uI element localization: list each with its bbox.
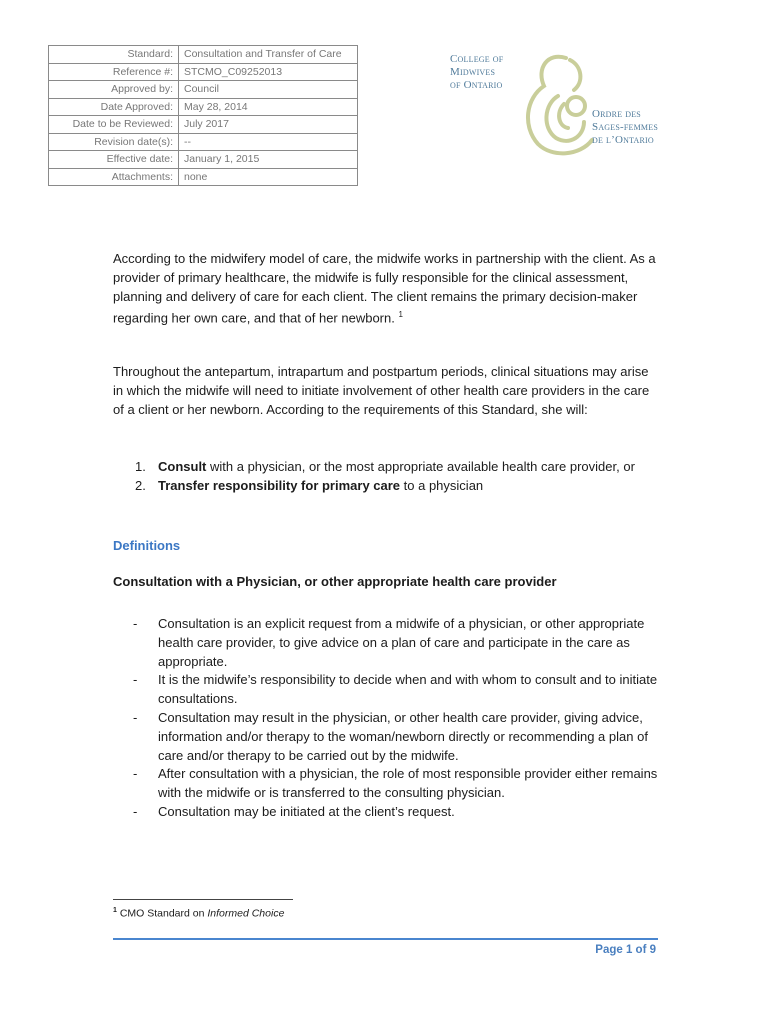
info-row-reference xyxy=(49,63,358,81)
requirements-list xyxy=(113,458,658,496)
logo-french-name xyxy=(592,108,658,147)
info-label: Date Approved: xyxy=(49,98,179,116)
consultation-subheading: Consultation with a Physician, or other appropriate health care provider xyxy=(113,574,557,589)
list-item xyxy=(113,615,658,671)
document-info-table xyxy=(48,45,358,186)
logo-english-name xyxy=(450,53,503,92)
info-value: January 1, 2015 xyxy=(179,151,358,169)
consultation-bullets xyxy=(113,615,658,822)
footnote-reference[interactable]: 1 xyxy=(398,310,403,320)
logo-en-line: of Ontario xyxy=(450,79,503,91)
footnote-text: CMO Standard on xyxy=(116,907,208,920)
footnote xyxy=(113,907,284,920)
list-item-bold: Consult xyxy=(158,459,207,474)
list-number: 1. xyxy=(135,459,146,474)
info-value: May 28, 2014 xyxy=(179,98,358,116)
info-row-review-date xyxy=(49,116,358,134)
mother-child-logo-icon xyxy=(518,48,598,160)
logo-fr-line: de l’Ontario xyxy=(592,134,654,146)
bullet-text: After consultation with a physician, the role of most responsible provider either remains with the midwife or is transferred to the consulting physician. xyxy=(158,766,658,801)
bullet-text: Consultation is an explicit request from a midwife of a physician, or other appropriate health care provider, to give advice on a plan of care and participate in the care as appropriate. xyxy=(158,616,645,669)
definitions-heading: Definitions xyxy=(113,538,181,553)
bullet-dash: - xyxy=(133,709,138,725)
college-logo xyxy=(448,48,678,164)
bullet-text: Consultation may be initiated at the client’s request. xyxy=(158,803,455,819)
list-item xyxy=(113,709,658,765)
list-item xyxy=(113,765,658,803)
logo-fr-line: Ordre des xyxy=(592,108,641,120)
info-row-standard xyxy=(49,46,358,64)
bullet-dash: - xyxy=(133,766,138,782)
info-label: Standard: xyxy=(49,46,179,64)
list-number: 2. xyxy=(135,477,146,493)
list-item-text: with a physician, or the most appropriate available health care provider, or xyxy=(206,459,635,474)
footnote-italic: Informed Choice xyxy=(207,907,285,920)
logo-fr-line: Sages-femmes xyxy=(592,121,658,133)
situations-paragraph: Throughout the antepartum, intrapartum and postpartum periods, clinical situations may arise in which the midwife will need to initiate involvement of other health care providers in the care of a client or her newborn. According to the requirements of this Standard, she will: xyxy=(113,364,650,417)
info-value: Council xyxy=(179,81,358,99)
list-item xyxy=(113,477,658,496)
info-value: -- xyxy=(179,133,358,151)
bullet-dash: - xyxy=(133,616,138,631)
info-value: Consultation and Transfer of Care xyxy=(179,46,358,64)
info-row-attachments xyxy=(49,168,358,186)
info-label: Approved by: xyxy=(49,81,179,99)
bullet-dash: - xyxy=(133,803,138,819)
info-label: Attachments: xyxy=(49,168,179,186)
list-item xyxy=(113,671,658,709)
info-row-revision-dates xyxy=(49,133,358,151)
info-label: Date to be Reviewed: xyxy=(49,116,179,134)
info-value: none xyxy=(179,168,358,186)
logo-en-line: Midwives xyxy=(450,66,496,78)
bullet-dash: - xyxy=(133,672,138,688)
info-value: July 2017 xyxy=(179,116,358,134)
footer-rule xyxy=(113,938,658,940)
info-value: STCMO_C09252013 xyxy=(179,63,358,81)
list-item xyxy=(113,803,658,822)
intro-text: According to the midwifery model of care, the midwife works in partnership with the client. As a provider of primary healthcare, the midwife is fully responsible for the clinical assessment, planning and delivery of care for each client. The client remains the primary decision-maker regarding her own care, and that of her newborn. xyxy=(113,251,656,326)
info-row-date-approved xyxy=(49,98,358,116)
list-item xyxy=(113,458,658,477)
list-item-bold: Transfer responsibility for primary care xyxy=(158,477,401,493)
info-label: Revision date(s): xyxy=(49,133,179,151)
page-number: Page 1 of 9 xyxy=(595,944,656,956)
bullet-text: Consultation may result in the physician, or other health care provider, giving advice, information and/or therapy to the woman/newborn directly or recommending a plan of care and/or therapy to be carried out by the midwife. xyxy=(158,709,648,763)
bullet-text: It is the midwife’s responsibility to decide when and with whom to consult and to initiate consultations. xyxy=(158,672,658,707)
info-label: Reference #: xyxy=(49,63,179,81)
list-item-text: to a physician xyxy=(400,477,484,493)
info-label: Effective date: xyxy=(49,151,179,169)
info-row-effective-date xyxy=(49,151,358,169)
info-row-approved-by xyxy=(49,81,358,99)
footnote-separator xyxy=(113,899,293,900)
logo-en-line: College of xyxy=(450,53,504,65)
footnote-mark: 1 xyxy=(113,907,117,914)
intro-paragraph xyxy=(113,250,658,329)
